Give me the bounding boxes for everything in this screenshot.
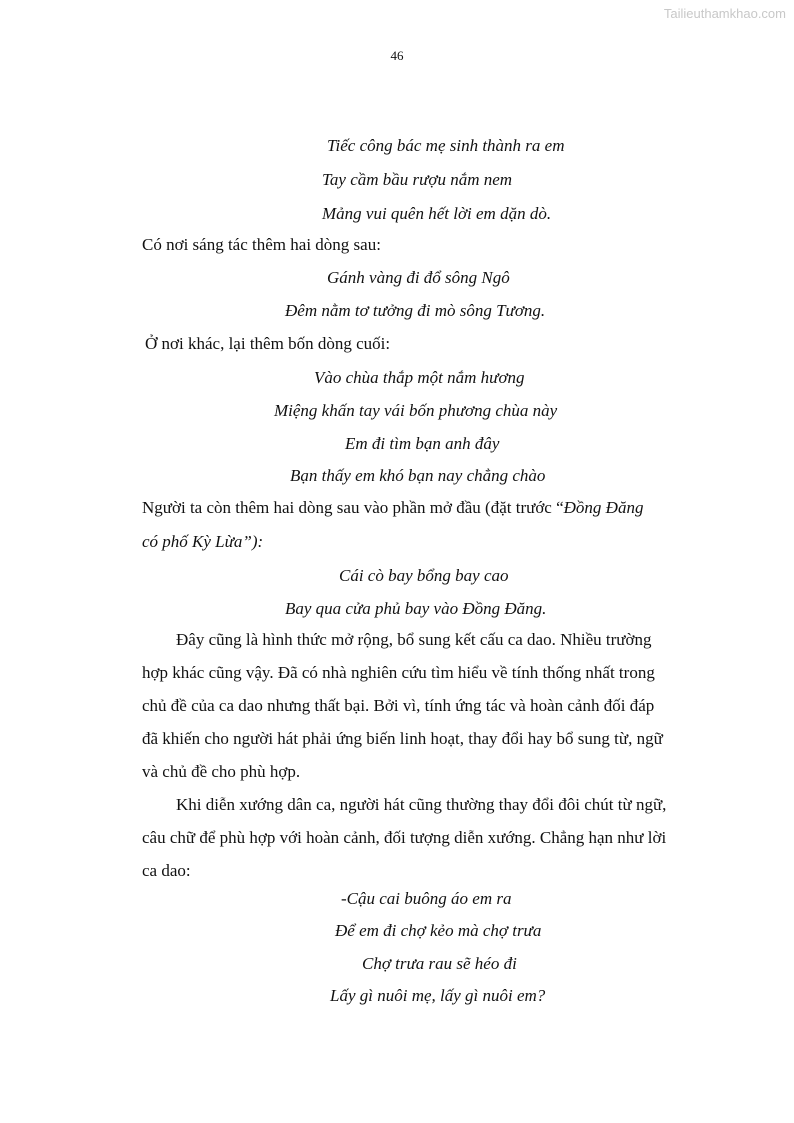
- paragraph-line: Đây cũng là hình thức mở rộng, bổ sung kết cấu ca dao. Nhiều trường: [176, 630, 652, 649]
- paragraph-line: đã khiến cho người hát phải ứng biến linh hoạt, thay đổi hay bổ sung từ, ngữ: [142, 729, 663, 748]
- page-number: 46: [390, 48, 404, 63]
- text-line: [142, 498, 643, 518]
- paragraph-line: Khi diễn xướng dân ca, người hát cũng thường thay đổi đôi chút từ ngữ,: [176, 795, 667, 814]
- verse-line: Em đi tìm bạn anh đây: [345, 434, 500, 453]
- verse-line: Lấy gì nuôi mẹ, lấy gì nuôi em?: [330, 986, 546, 1005]
- paragraph-line: câu chữ để phù hợp với hoàn cảnh, đối tượng diễn xướng. Chẳng hạn như lời: [142, 828, 667, 847]
- verse-line: Chợ trưa rau sẽ héo đi: [362, 954, 517, 973]
- verse-line: Bay qua cửa phủ bay vào Đồng Đăng.: [285, 599, 547, 618]
- verse-line: -Cậu cai buông áo em ra: [341, 889, 512, 908]
- text-line: có phố Kỳ Lừa”):: [142, 532, 264, 551]
- text-line: Có nơi sáng tác thêm hai dòng sau:: [142, 235, 381, 254]
- paragraph-line: hợp khác cũng vậy. Đã có nhà nghiên cứu tìm hiểu về tính thống nhất trong: [142, 663, 655, 682]
- paragraph-line: chủ đề của ca dao nhưng thất bại. Bởi vì, tính ứng tác và hoàn cảnh đối đáp: [142, 696, 655, 715]
- verse-line: Cái cò bay bổng bay cao: [339, 566, 509, 585]
- verse-line: Đêm nằm tơ tưởng đi mò sông Tương.: [285, 301, 546, 320]
- text-segment-italic: Đồng Đăng: [563, 498, 644, 517]
- verse-line: Để em đi chợ kẻo mà chợ trưa: [335, 921, 542, 940]
- verse-line: Miệng khấn tay vái bốn phương chùa này: [274, 401, 558, 420]
- verse-line: Vào chùa thắp một nắm hương: [314, 368, 525, 387]
- verse-line: Gánh vàng đi đổ sông Ngô: [327, 268, 510, 287]
- verse-line: Tiếc công bác mẹ sinh thành ra em: [327, 136, 565, 155]
- paragraph-line: và chủ đề cho phù hợp.: [142, 762, 301, 781]
- paragraph-line: ca dao:: [142, 861, 191, 880]
- verse-line: Mảng vui quên hết lời em dặn dò.: [322, 204, 552, 223]
- watermark: Tailieuthamkhao.com: [663, 6, 786, 21]
- text-segment: Người ta còn thêm hai dòng sau vào phần mở đầu (đặt trước “: [142, 498, 564, 517]
- verse-line: Tay cầm bầu rượu nắm nem: [322, 170, 513, 189]
- text-line: Ở nơi khác, lại thêm bốn dòng cuối:: [145, 334, 391, 353]
- verse-line: Bạn thấy em khó bạn nay chẳng chào: [290, 466, 546, 485]
